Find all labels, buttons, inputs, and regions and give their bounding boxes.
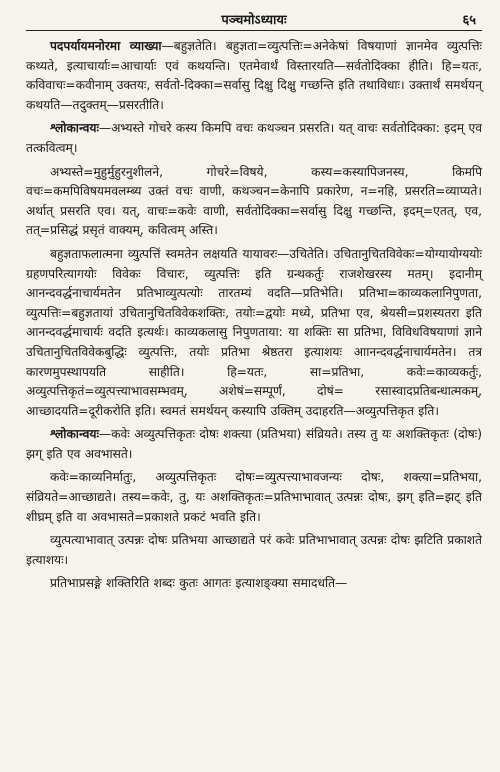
paragraph-text: —कवेः अव्युत्पत्तिकृतः दोषः शक्त्या (प्रतिभया) संव्रियते। तस्य तु यः अशक्तिकृतः (दोषः) झग् इति एव अवभासते।	[26, 427, 482, 461]
chapter-title: पञ्चमोऽध्यायः	[221, 13, 287, 28]
paragraph-text: बहुज्ञताफलात्मना व्युत्पत्तिं स्वमतेन लक्षयति यायावरः—उचितेति। उचितानुचितविवेकः=योग्यायोग्ययोः ग्रहणपरित्यागयोः विवेकः विचारः, व्युत्पत्तिः इति ग्रन्थकर्तुः राजशेखरस्य मतम्। इदानीम् आनन्दवर्द्धनाचार्यमतेन प्रतिभाव्युत्पत्योः तारतम्यं वदति—प्रतिभेति। प्रतिभा=काव्यकलानिपुणता, व्युत्पत्तिः=बहुज्ञतायां उचितानुचितविवेकशक्तिः, तयोः=द्वयोः मध्ये, प्रतिभा एव, श्रेयसी=प्रशस्यतरा इति आनन्दवर्द्धमाचार्यः वदति इत्यर्थः। काव्यकलासु निपुणताया: या शक्तिः सा प्रतिभा, विविधविषयाणां ज्ञाने उचितानुचितविवेकबुद्धिः व्युत्पत्तिः, तयोः प्रतिभा श्रेष्ठतरा इत्याशयः आानन्दवर्द्धनाचार्यमतेन। तत्र कारणमुपस्थापयति साहीति। हि=यतः, सा=प्रतिभा, कवेः=काव्यकर्तुः, अव्युत्पत्तिकृतं=व्युत्पत्त्याभावसम्भवम्, अशेषं=सम्पूर्णं, दोषं= रसास्वादप्रतिबन्धात्मकम्, आच्छादयति=दूरीकरोति इति। स्वमतं समर्थयन् कस्यापि उक्तिम् उदाहरति—अव्युत्पत्तिकृत इति।	[26, 246, 482, 418]
paragraph-text: —अभ्यस्ते गोचरे कस्य किमपि वचः कथञ्चन प्रसरति। यत् वाचः सर्वतोदिक्का: इदम् एव तत्कवित्वम्।	[26, 121, 482, 155]
paragraph-text: प्रतिभाप्रसङ्गे शक्तिरिति शब्दः कुतः आगतः इत्याशङ्क्या समादधति—	[50, 576, 348, 591]
paragraph-label: श्लोकान्वयः	[50, 427, 99, 442]
closing-paragraph	[26, 574, 482, 594]
paragraph-label: पदपर्यायमनोरमा व्याख्या	[50, 39, 162, 53]
verse-prose-order	[26, 425, 482, 464]
summary-paragraph	[26, 531, 482, 570]
word-gloss-paragraph	[26, 468, 482, 527]
commentary-paragraph	[26, 245, 482, 421]
paragraph-text: कवेः=काव्यनिर्मातुः, अव्युत्पत्तिकृतः दोषः=व्युत्पत्त्याभावजन्यः दोषः, शक्त्या=प्रतिभया, संव्रियते=आच्छाद्यते। तस्य=कवेः, तु, यः अशक्तिकृतः=प्रतिभाभावात् उत्पन्नः दोषः, झग् इति=झट् इति शीघ्रम् इति वा अवभासते=प्रकाशते प्रकटं भवति इति।	[26, 470, 482, 524]
page-number: ६५	[462, 13, 476, 28]
paragraph-text: अभ्यस्ते=मुहुर्मुहुरनुशीलने, गोचरे=विषये, कस्य=कस्यापिजनस्य, किमपि वचः=कमपिविषयमवलम्ब्य उक्तं वचः वाणी, कथञ्चन=केनापि प्रकारेण, न=नहि, प्रसरति=व्याप्यते। अर्थात् प्रसरति एव। यत्, वाचः=कवेः वाणी, सर्वतोदिक्का=सर्वासु दिक्षु गच्छन्ति, इदम्=एतत्, एव, तत्=प्रसिद्धं प्रसृतं वाक्यम्, कवित्वम् अस्ति।	[26, 164, 482, 238]
commentary-paragraph	[26, 37, 482, 115]
verse-prose-order	[26, 119, 482, 158]
word-gloss-paragraph	[26, 163, 482, 241]
paragraph-text: व्युत्पत्याभावात् उत्पन्नः दोषः प्रतिभया आच्छाद्यते परं कवेः प्रतिभाभावात् उत्पन्नः दोषः झटिति प्रकाशते इत्याशयः।	[26, 533, 482, 567]
paragraph-label: श्लोकान्वयः	[50, 121, 99, 136]
page-header	[26, 8, 482, 31]
paragraph-text: —बहुज्ञतेति। बहुज्ञता=व्युत्पत्तिः=अनेकेषां विषयाणां ज्ञानमेव व्युत्पत्तिः कथ्यते, इत्याचार्याः=आचार्याः एवं कथयन्ति। एतमेवार्थं विस्तारयति—सर्वतोदिक्का हीति। हि=यतः, कविवाचः=कवीनाम् उक्तयः, सर्वतो-दिक्का=सर्वासु दिक्षु दिक्षु गच्छन्ति इति तथाविधाः। उक्तार्थं समर्थयन् कथयति—तदुक्तम्—प्रसरतीति।	[26, 39, 482, 112]
